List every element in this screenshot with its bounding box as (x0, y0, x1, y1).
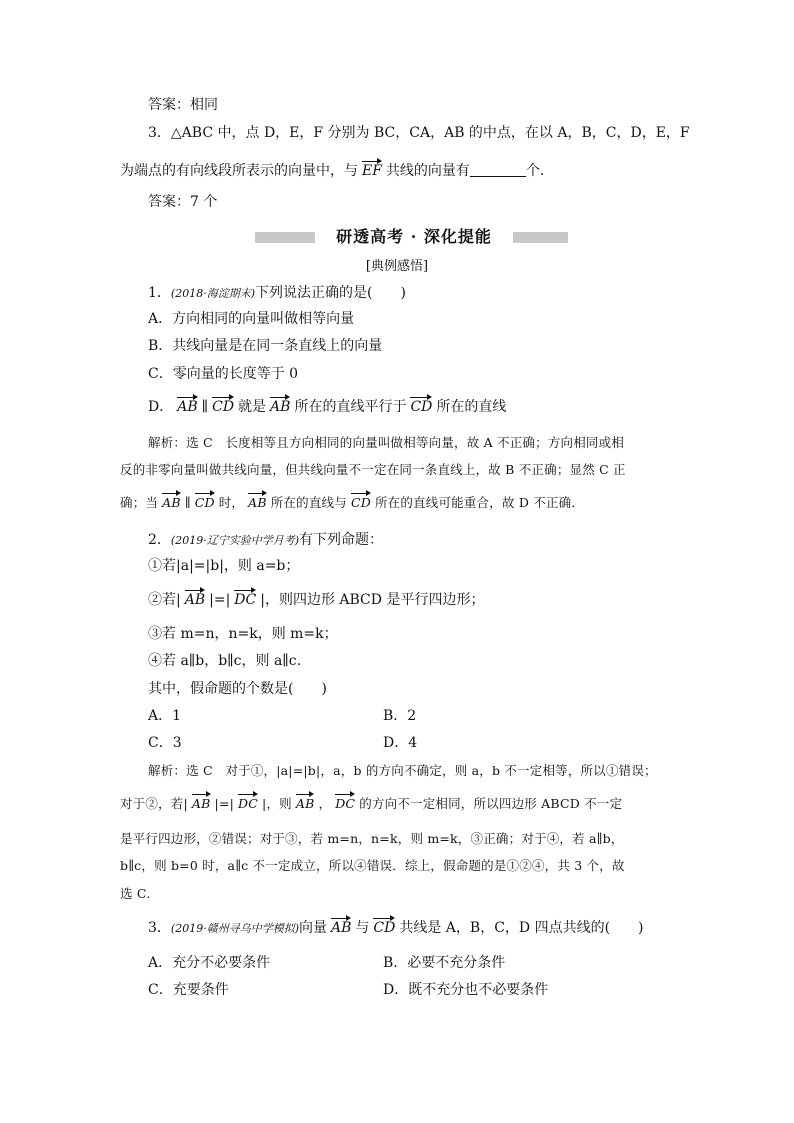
ex2-option-d: D．4 (383, 735, 418, 751)
ex1-solution-line1: 解析：选 C 长度相等且方向相同的向量叫做相等向量，故 A 不正确；方向相同或相 (148, 435, 625, 450)
banner-bar-left (255, 232, 315, 243)
proposition-4: ④若 a∥b，b∥c，则 a∥c. (148, 653, 302, 669)
example-1-stem: 1．(2018·海淀期末)下列说法正确的是( ) (148, 285, 406, 301)
ex2-option-c: C．3 (148, 735, 182, 751)
section-subhead: [典例感悟] (365, 259, 429, 274)
ex1-solution-line2: 反的非零向量叫做共线向量，但共线向量不一定在同一条直线上，故 B 不正确；显然 C 正 (120, 462, 626, 477)
ex3-option-c: C．充要条件 (148, 982, 229, 998)
answer-2: 答案：相同 (148, 97, 218, 113)
question-3-line1: 3．△ABC 中，点 D，E，F 分别为 BC，CA，AB 的中点，在以 A，B，C，D，E，F (148, 125, 690, 141)
ex2-solution-line1: 解析：选 C 对于①，|a|=|b|，a，b 的方向不确定，则 a，b 不一定相等，所以①错误； (148, 763, 657, 778)
ex2-option-b: B．2 (383, 708, 417, 724)
ex1-option-a: A．方向相同的向量叫做相等向量 (148, 311, 355, 327)
example-2-stem: 2．(2019·辽宁实验中学月考)有下列命题： (148, 532, 383, 548)
proposition-3: ③若 m=n，n=k，则 m=k； (148, 626, 338, 642)
ex2-solution-line5: 选 C. (120, 886, 151, 901)
section-title: 研透高考 · 深化提能 (336, 227, 492, 246)
example-3-stem: 3．(2019·赣州寻乌中学模拟)向量 AB 与 CD 共线是 A，B，C，D 四点共线的( ) (148, 915, 644, 939)
ex2-option-a: A．1 (148, 708, 182, 724)
ex1-option-d: D． AB ∥ CD 就是 AB 所在的直线平行于 CD 所在的直线 (148, 394, 506, 417)
ex3-option-a: A．充分不必要条件 (148, 955, 271, 971)
ex2-solution-line4: b∥c，则 b=0 时，a∥c 不一定成立，所以④错误．综上，假命题的是①②④，共 3 个，故 (120, 858, 625, 873)
banner-bar-right (513, 232, 568, 243)
question-3-line2: 为端点的有向线段所表示的向量中，与 EF 共线的向量有 个． (120, 158, 554, 181)
ex2-solution-line3: 是平行四边形，②错误；对于③，若 m=n，n=k，则 m=k，③正确；对于④，若 a∥b， (120, 831, 624, 846)
fill-blank (470, 162, 526, 177)
ex1-solution-line3: 确；当 AB ∥ CD 时， AB 所在的直线与 CD 所在的直线可能重合，故 D 不正确． (120, 490, 584, 513)
ex1-option-c: C．零向量的长度等于 0 (148, 366, 299, 382)
answer-3: 答案：7 个 (148, 194, 218, 210)
section-banner (255, 226, 568, 248)
ex1-option-b: B．共线向量是在同一条直线上的向量 (148, 338, 383, 354)
ex2-question: 其中，假命题的个数是( ) (148, 681, 327, 697)
ex3-option-d: D．既不充分也不必要条件 (383, 982, 549, 998)
ex2-solution-line2: 对于②，若| AB |=| DC |，则 AB ， DC 的方向不一定相同，所以四边形 ABCD 不一定 (120, 791, 622, 814)
proposition-1: ①若|a|=|b|，则 a=b； (148, 558, 300, 574)
vector-ef: EF (362, 158, 382, 178)
ex3-option-b: B．必要不充分条件 (383, 955, 506, 971)
proposition-2: ②若| AB |=| DC |，则四边形 ABCD 是平行四边形； (148, 587, 484, 610)
